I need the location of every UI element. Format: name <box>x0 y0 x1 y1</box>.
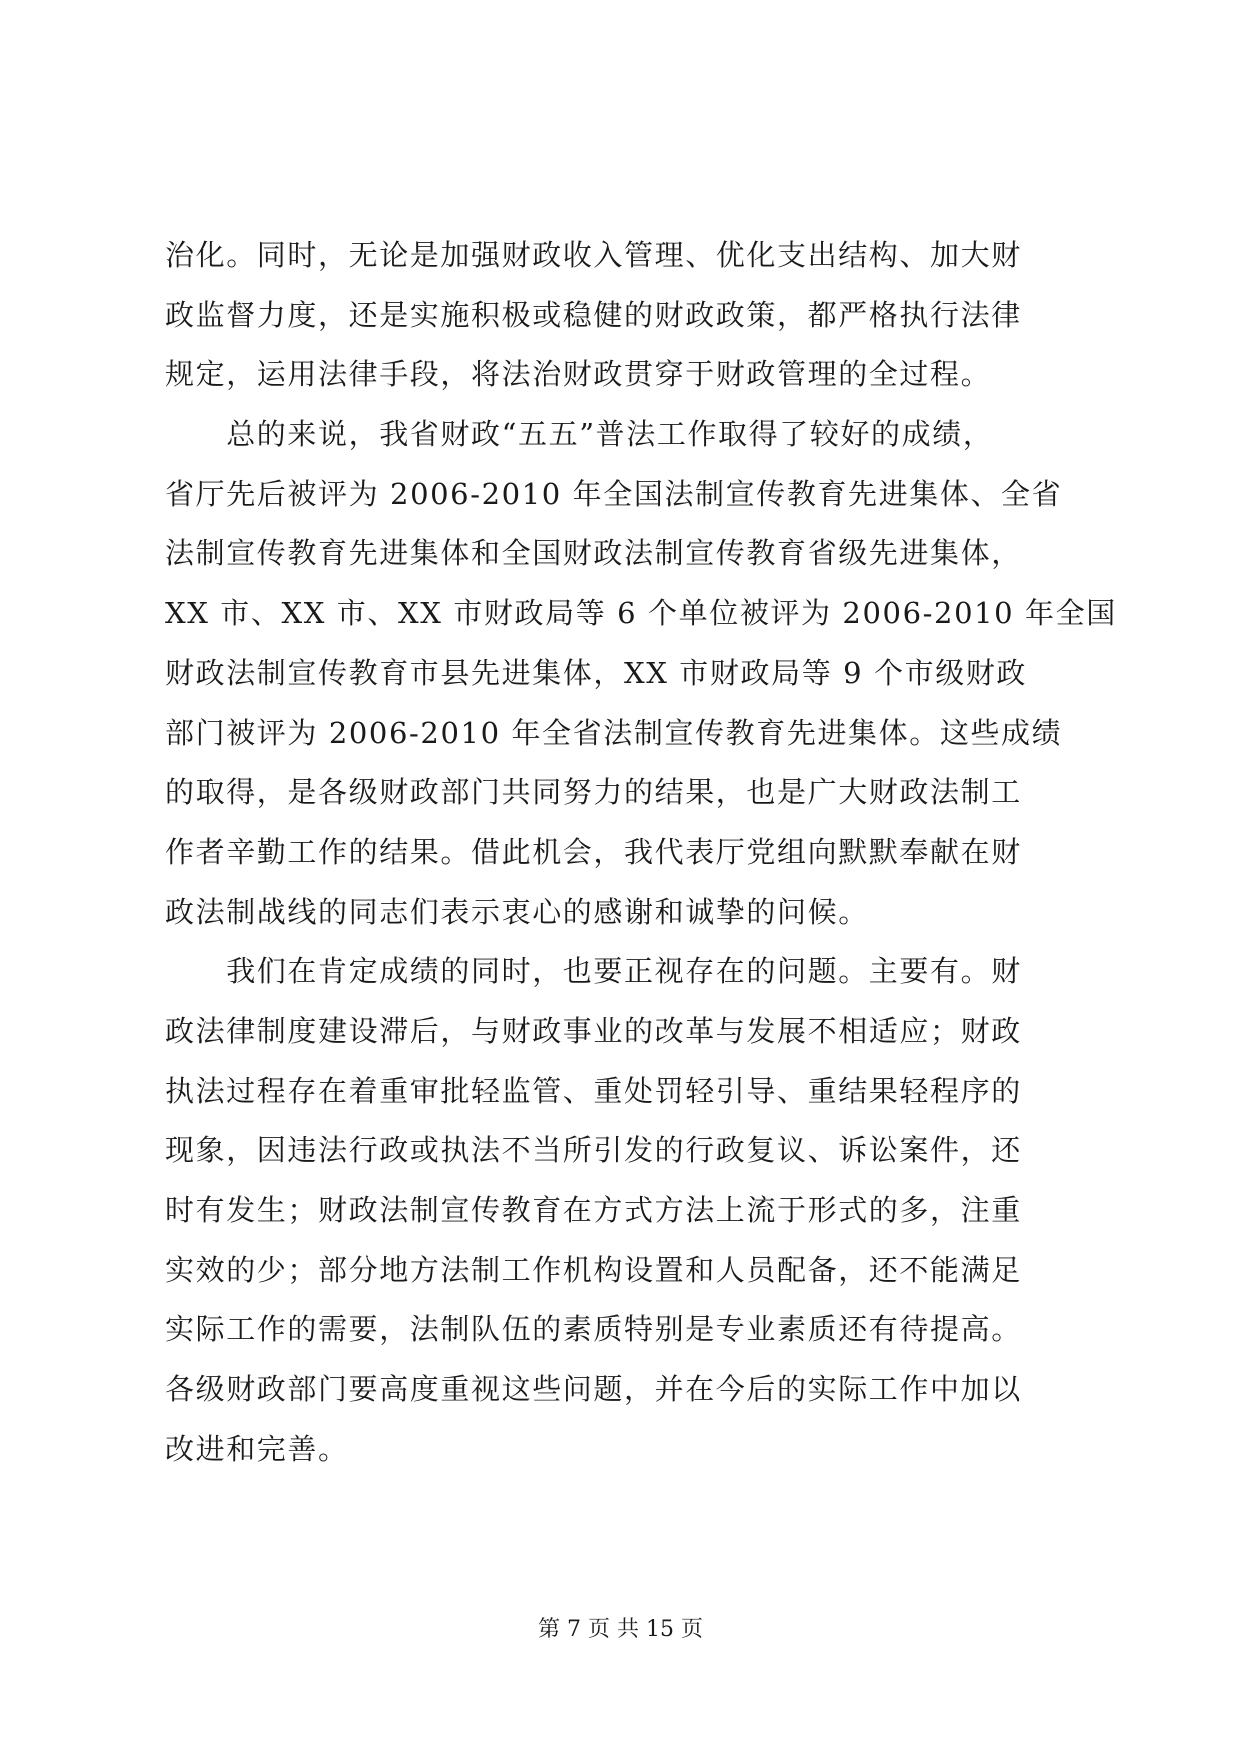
text-line: 政法律制度建设滞后，与财政事业的改革与发展不相适应；财政 <box>165 1013 1022 1048</box>
text-line: 的取得，是各级财政部门共同努力的结果，也是广大财政法制工 <box>165 775 1022 810</box>
text-line: 总的来说，我省财政“五五”普法工作取得了较好的成绩， <box>165 417 994 452</box>
text-line: 改进和完善。 <box>165 1431 349 1466</box>
text-line: 规定，运用法律手段，将法治财政贯穿于财政管理的全过程。 <box>165 357 992 392</box>
text-line: 作者辛勤工作的结果。借此机会，我代表厅党组向默默奉献在财 <box>165 834 1022 869</box>
text-line: XX 市、XX 市、XX 市财政局等 6 个单位被评为 2006-2010 年全国 <box>165 596 1117 631</box>
text-line: 部门被评为 2006-2010 年全省法制宣传教育先进集体。这些成绩 <box>165 715 1063 750</box>
text-line: 政监督力度，还是实施积极或稳健的财政政策，都严格执行法律 <box>165 297 1022 332</box>
page-number-footer: 第 7 页 共 15 页 <box>538 1617 703 1642</box>
body-text <box>165 226 1117 1479</box>
text-line: 治化。同时，无论是加强财政收入管理、优化支出结构、加大财 <box>165 238 1022 272</box>
text-line: 实际工作的需要，法制队伍的素质特别是专业素质还有待提高。 <box>165 1312 1022 1347</box>
text-line: 时有发生；财政法制宣传教育在方式方法上流于形式的多，注重 <box>165 1193 1022 1227</box>
text-line: 我们在肯定成绩的同时，也要正视存在的问题。主要有。财 <box>165 954 1022 989</box>
text-line: 财政法制宣传教育市县先进集体，XX 市财政局等 9 个市级财政 <box>165 655 1027 690</box>
text-line: 实效的少；部分地方法制工作机构设置和人员配备，还不能满足 <box>165 1252 1022 1287</box>
text-line: 各级财政部门要高度重视这些问题，并在今后的实际工作中加以 <box>165 1372 1022 1407</box>
text-line: 现象，因违法行政或执法不当所引发的行政复议、诉讼案件，还 <box>165 1133 1022 1168</box>
text-line: 法制宣传教育先进集体和全国财政法制宣传教育省级先进集体， <box>165 536 1022 571</box>
text-line: 政法制战线的同志们表示衷心的感谢和诚挚的问候。 <box>165 894 869 929</box>
text-line: 省厅先后被评为 2006-2010 年全国法制宣传教育先进集体、全省 <box>165 476 1063 511</box>
text-line: 执法过程存在着重审批轻监管、重处罚轻引导、重结果轻程序的 <box>165 1073 1022 1108</box>
